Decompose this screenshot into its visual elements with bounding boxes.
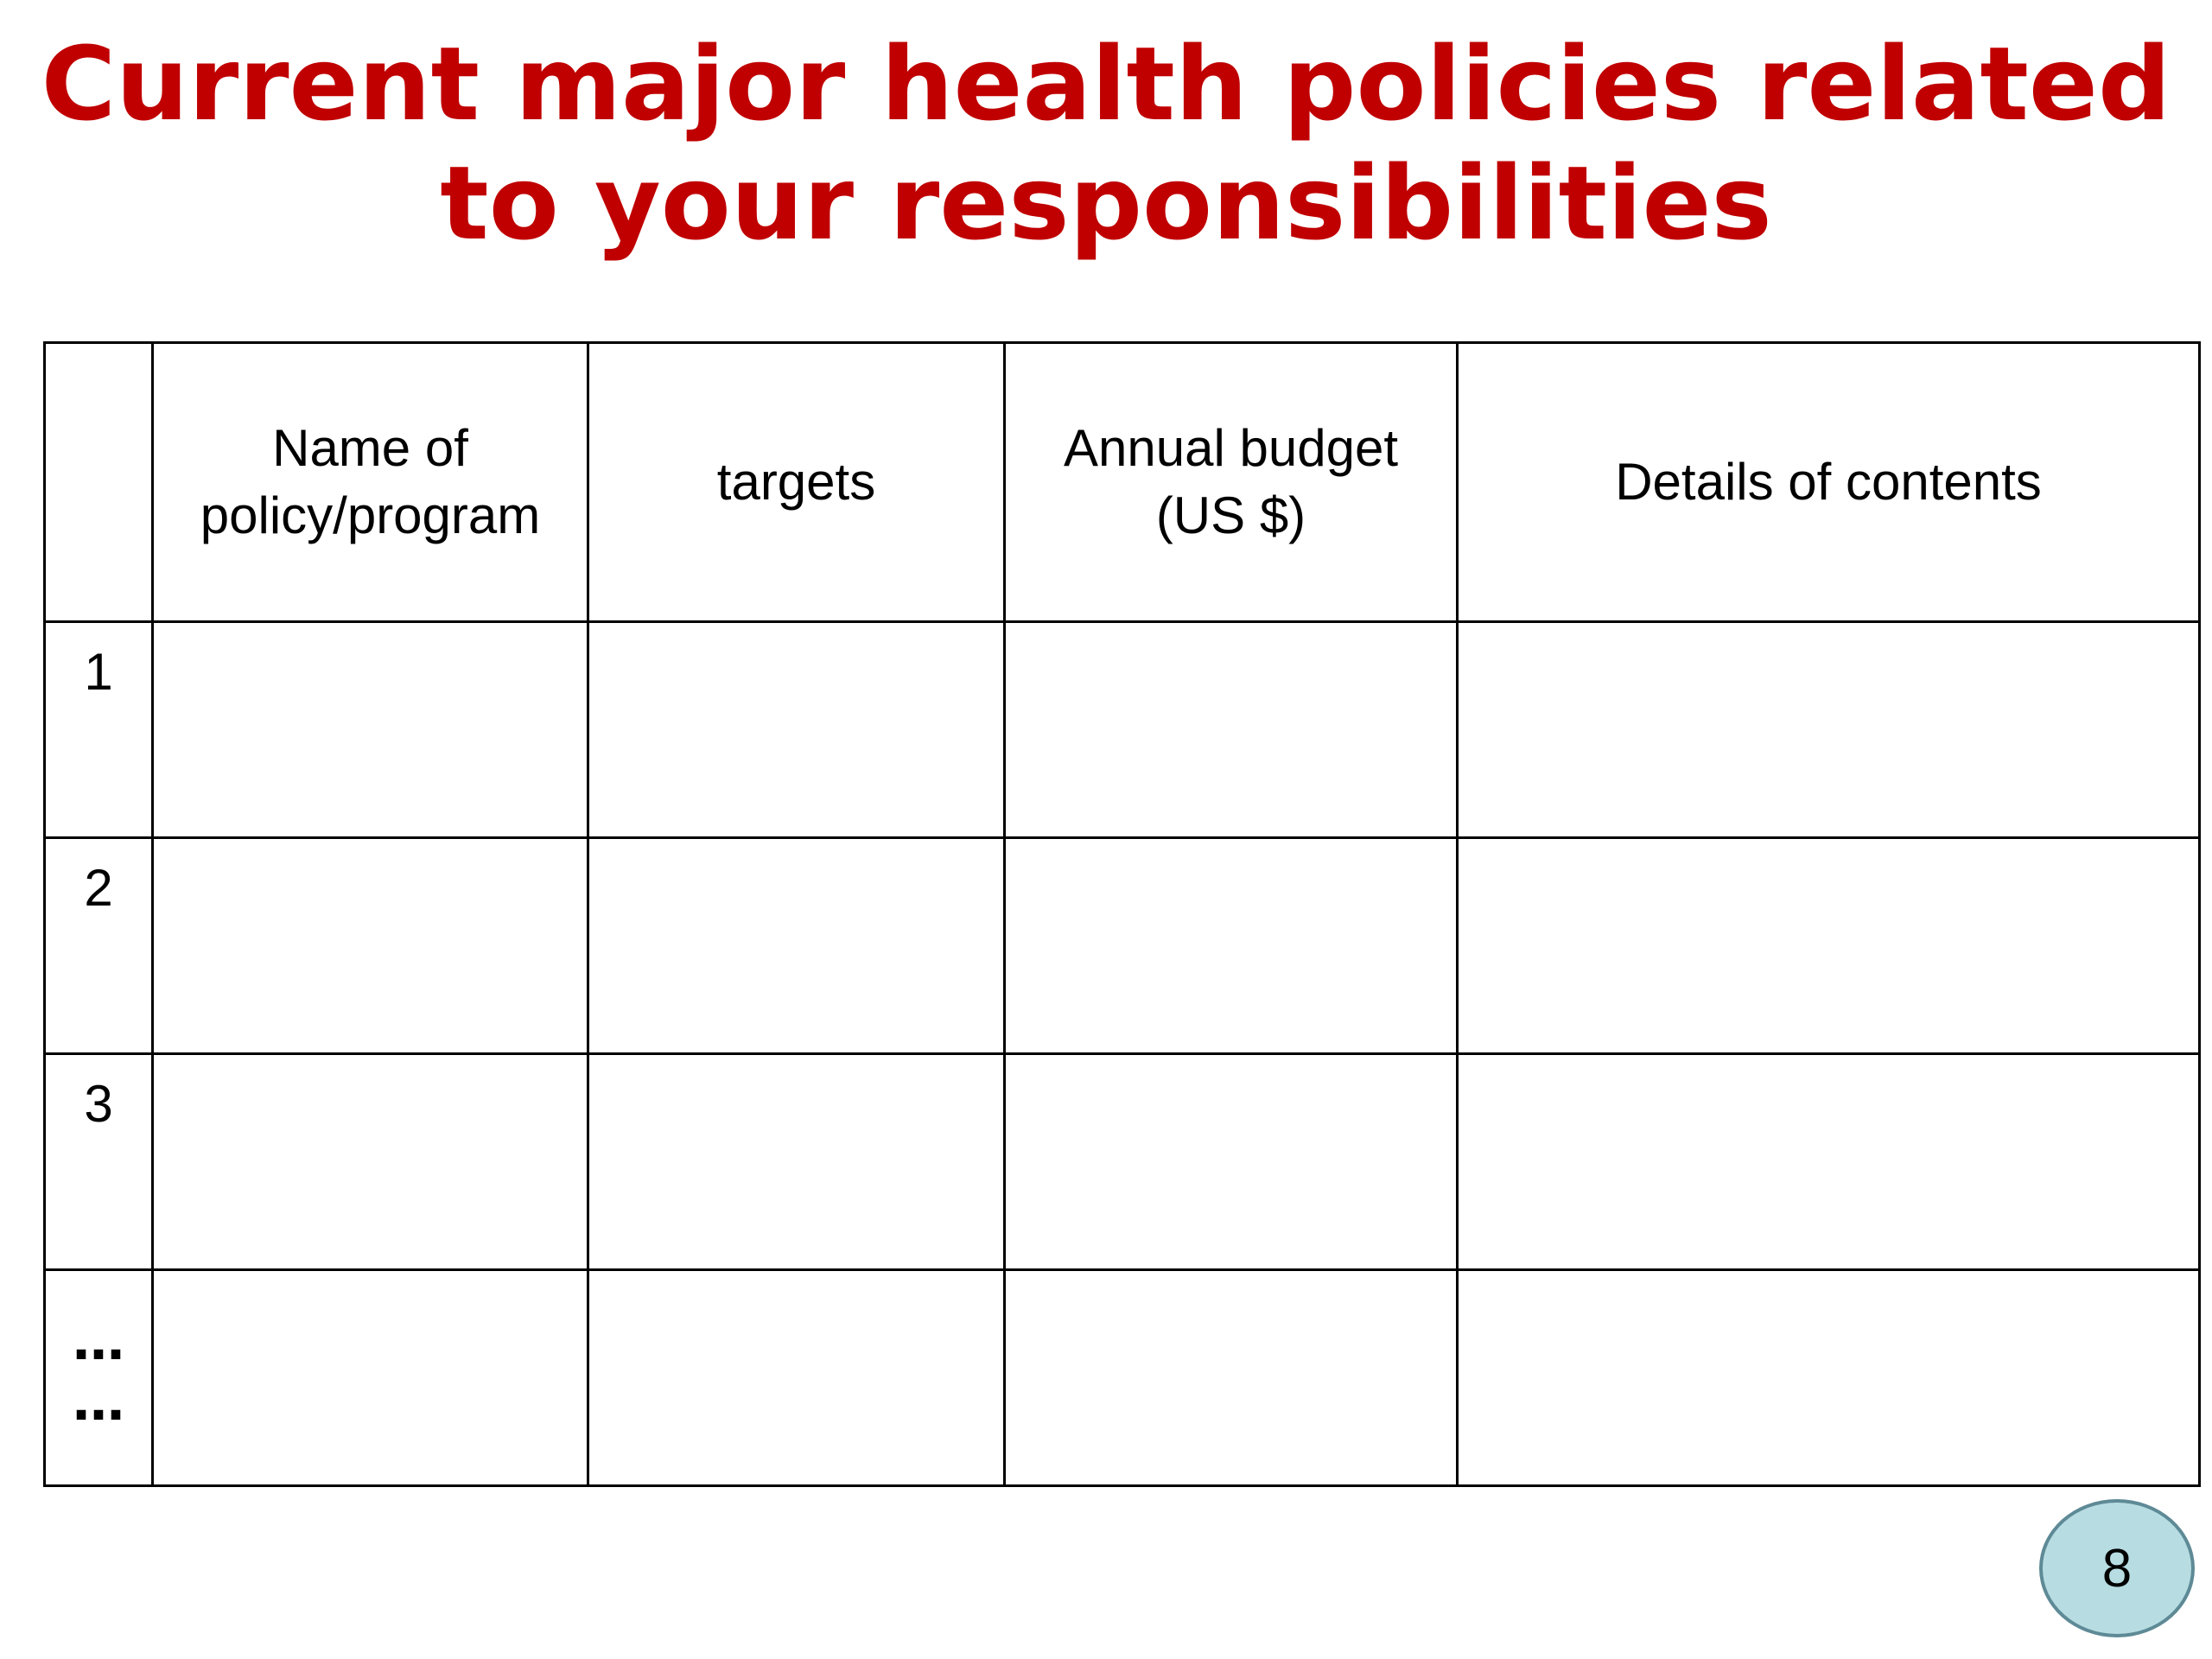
cell-budget[interactable] xyxy=(1005,622,1458,838)
cell-targets[interactable] xyxy=(588,622,1005,838)
page-number-badge: 8 xyxy=(2039,1499,2195,1637)
cell-budget[interactable] xyxy=(1005,1270,1458,1486)
header-details: Details of contents xyxy=(1458,343,2200,622)
slide-title-line-1: Current major health policies related xyxy=(41,24,2171,143)
table-row xyxy=(45,1054,2200,1270)
header-annual-budget xyxy=(1005,343,1458,622)
cell-details[interactable] xyxy=(1458,1270,2200,1486)
slide-title xyxy=(0,24,2212,263)
header-name-of-policy-line2: policy/program xyxy=(200,486,541,544)
cell-details[interactable] xyxy=(1458,1054,2200,1270)
row-number: 2 xyxy=(45,838,153,1054)
header-name-of-policy xyxy=(153,343,588,622)
table-header-row xyxy=(45,343,2200,622)
cell-name[interactable] xyxy=(153,1054,588,1270)
cell-targets[interactable] xyxy=(588,1054,1005,1270)
cell-budget[interactable] xyxy=(1005,1054,1458,1270)
table-row xyxy=(45,1270,2200,1486)
table-row xyxy=(45,838,2200,1054)
table-row xyxy=(45,622,2200,838)
cell-details[interactable] xyxy=(1458,838,2200,1054)
header-targets: targets xyxy=(588,343,1005,622)
row-number-ellipsis xyxy=(45,1270,153,1486)
cell-name[interactable] xyxy=(153,622,588,838)
cell-name[interactable] xyxy=(153,838,588,1054)
header-annual-budget-line2: (US $) xyxy=(1155,486,1306,544)
vertical-ellipsis: …… xyxy=(68,1311,129,1433)
cell-name[interactable] xyxy=(153,1270,588,1486)
header-name-of-policy-line1: Name of xyxy=(272,419,468,477)
header-index xyxy=(45,343,153,622)
cell-details[interactable] xyxy=(1458,622,2200,838)
cell-budget[interactable] xyxy=(1005,838,1458,1054)
header-annual-budget-line1: Annual budget xyxy=(1063,419,1398,477)
slide-title-line-2: to your responsibilities xyxy=(440,143,1772,263)
row-number: 3 xyxy=(45,1054,153,1270)
cell-targets[interactable] xyxy=(588,1270,1005,1486)
policy-table xyxy=(43,341,2201,1487)
cell-targets[interactable] xyxy=(588,838,1005,1054)
row-number: 1 xyxy=(45,622,153,838)
